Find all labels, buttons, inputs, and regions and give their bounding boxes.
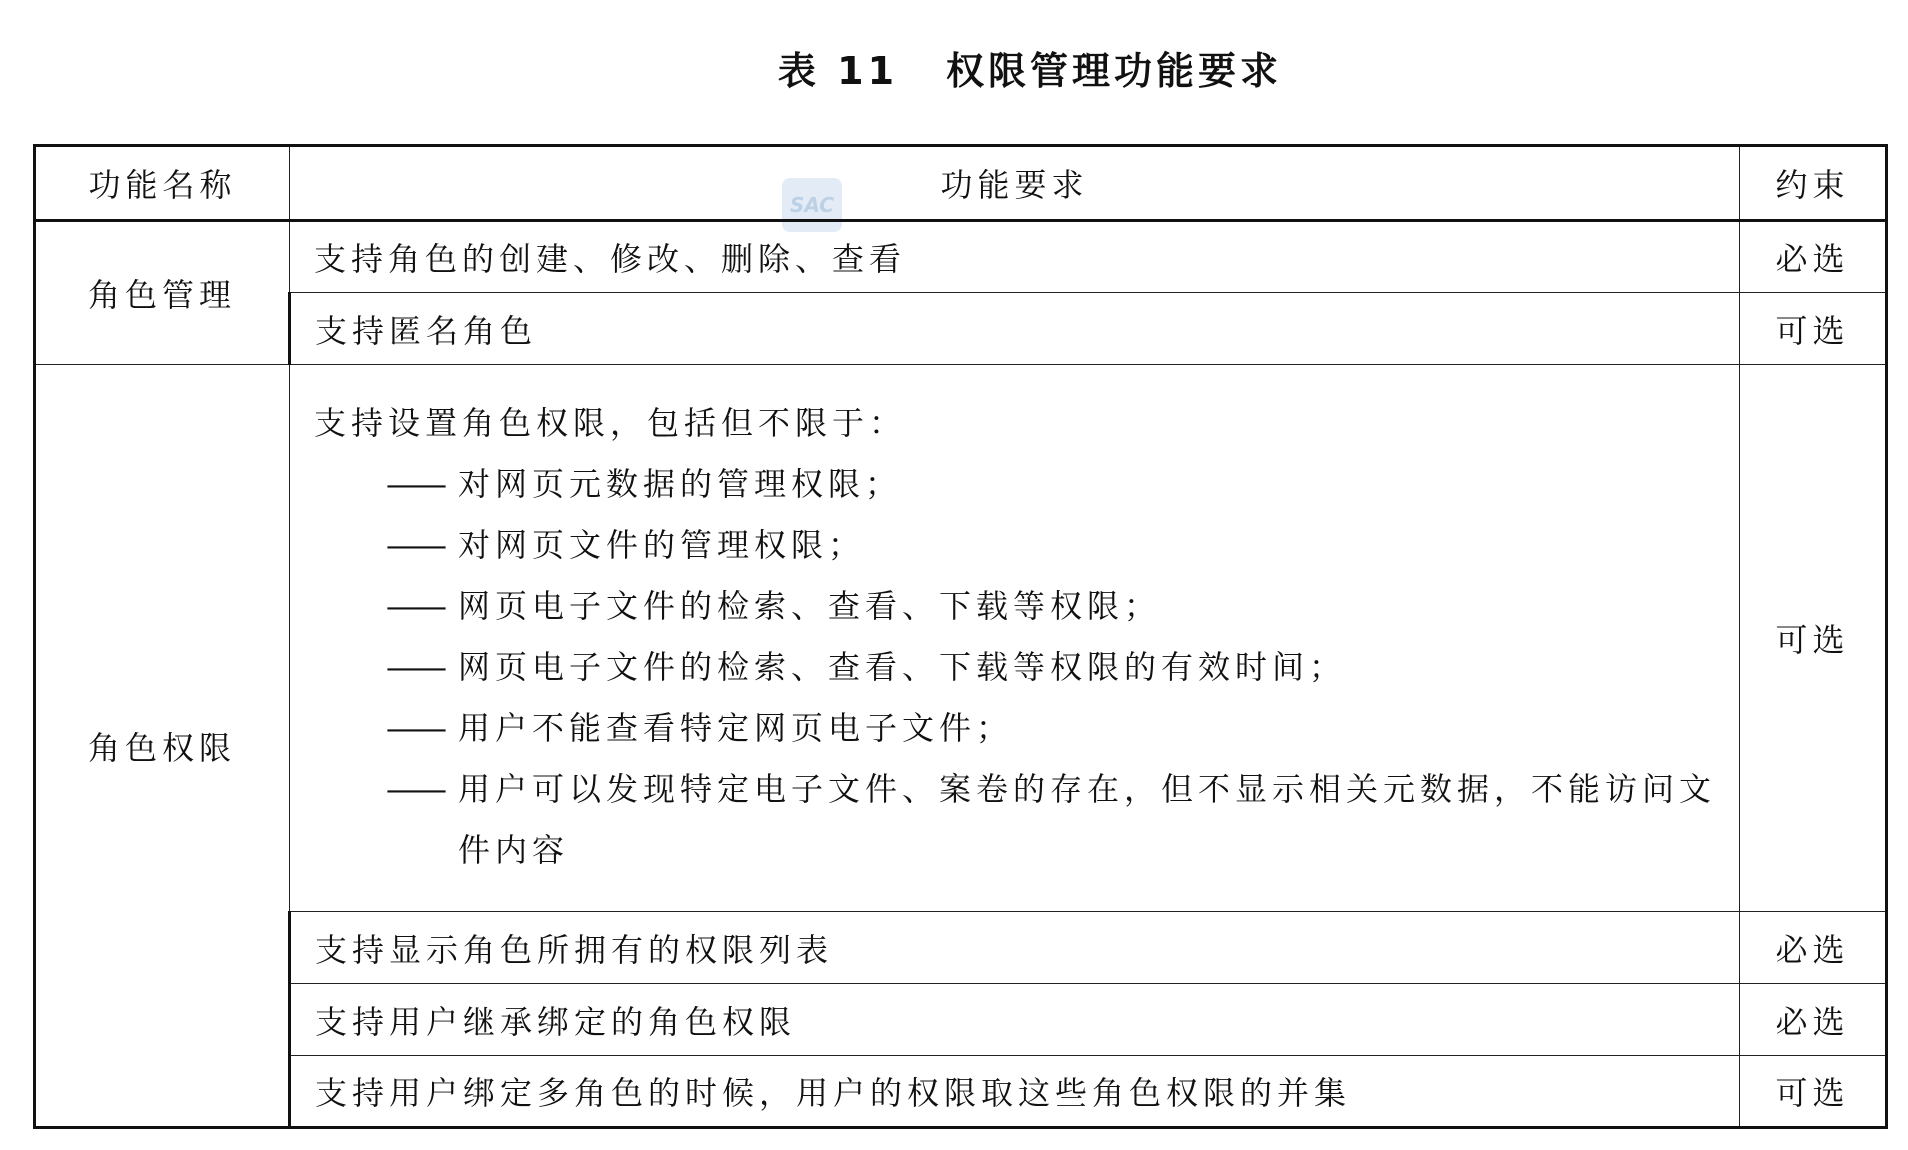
table-number: 表 11 <box>777 49 899 93</box>
list-item-text: 对网页文件的管理权限； <box>458 526 866 564</box>
list-item <box>314 515 1719 576</box>
dash-marker: —— <box>386 465 444 503</box>
requirement-cell-multiline <box>290 365 1740 912</box>
requirement-cell: 支持匿名角色 <box>290 293 1740 365</box>
requirement-cell: 支持显示角色所拥有的权限列表 <box>290 912 1740 984</box>
list-item <box>314 637 1719 698</box>
constraint-cell: 必选 <box>1740 912 1887 984</box>
list-item <box>314 759 1719 881</box>
table-row <box>35 365 1887 912</box>
list-item-text: 网页电子文件的检索、查看、下载等权限； <box>458 587 1162 625</box>
watermark-logo: SAC <box>782 178 842 232</box>
requirement-intro: 支持设置角色权限，包括但不限于： <box>314 404 907 442</box>
header-constraint: 约束 <box>1740 146 1887 221</box>
list-item-text: 网页电子文件的检索、查看、下载等权限的有效时间； <box>458 648 1347 686</box>
list-item <box>314 454 1719 515</box>
table-header-row <box>35 146 1887 221</box>
list-item <box>314 698 1719 759</box>
table-row <box>35 221 1887 293</box>
constraint-cell: 必选 <box>1740 221 1887 293</box>
requirements-table <box>33 144 1888 1129</box>
requirement-cell: 支持用户绑定多角色的时候，用户的权限取这些角色权限的并集 <box>290 1056 1740 1128</box>
list-item-text: 用户不能查看特定网页电子文件； <box>458 709 1014 747</box>
dash-marker: —— <box>386 709 444 747</box>
function-name-role-permission: 角色权限 <box>35 365 290 1128</box>
list-item-text: 对网页元数据的管理权限； <box>458 465 903 503</box>
constraint-cell: 可选 <box>1740 365 1887 912</box>
list-item-text: 用户可以发现特定电子文件、案卷的存在，但不显示相关元数据，不能访问文件内容 <box>458 770 1717 869</box>
header-function-name: 功能名称 <box>35 146 290 221</box>
table-title <box>0 40 1908 95</box>
dash-marker: —— <box>386 526 444 564</box>
dash-marker: —— <box>386 770 444 808</box>
table-title-text: 权限管理功能要求 <box>946 49 1283 93</box>
requirement-cell: 支持角色的创建、修改、删除、查看 <box>290 221 1740 293</box>
function-name-role-management: 角色管理 <box>35 221 290 365</box>
table-row <box>35 984 1887 1056</box>
dash-marker: —— <box>386 587 444 625</box>
requirement-cell: 支持用户继承绑定的角色权限 <box>290 984 1740 1056</box>
constraint-cell: 可选 <box>1740 1056 1887 1128</box>
constraint-cell: 必选 <box>1740 984 1887 1056</box>
table-row <box>35 912 1887 984</box>
constraint-cell: 可选 <box>1740 293 1887 365</box>
dash-marker: —— <box>386 648 444 686</box>
table-row <box>35 1056 1887 1128</box>
table-row <box>35 293 1887 365</box>
list-item <box>314 576 1719 637</box>
header-function-requirement: 功能要求 <box>290 146 1740 221</box>
